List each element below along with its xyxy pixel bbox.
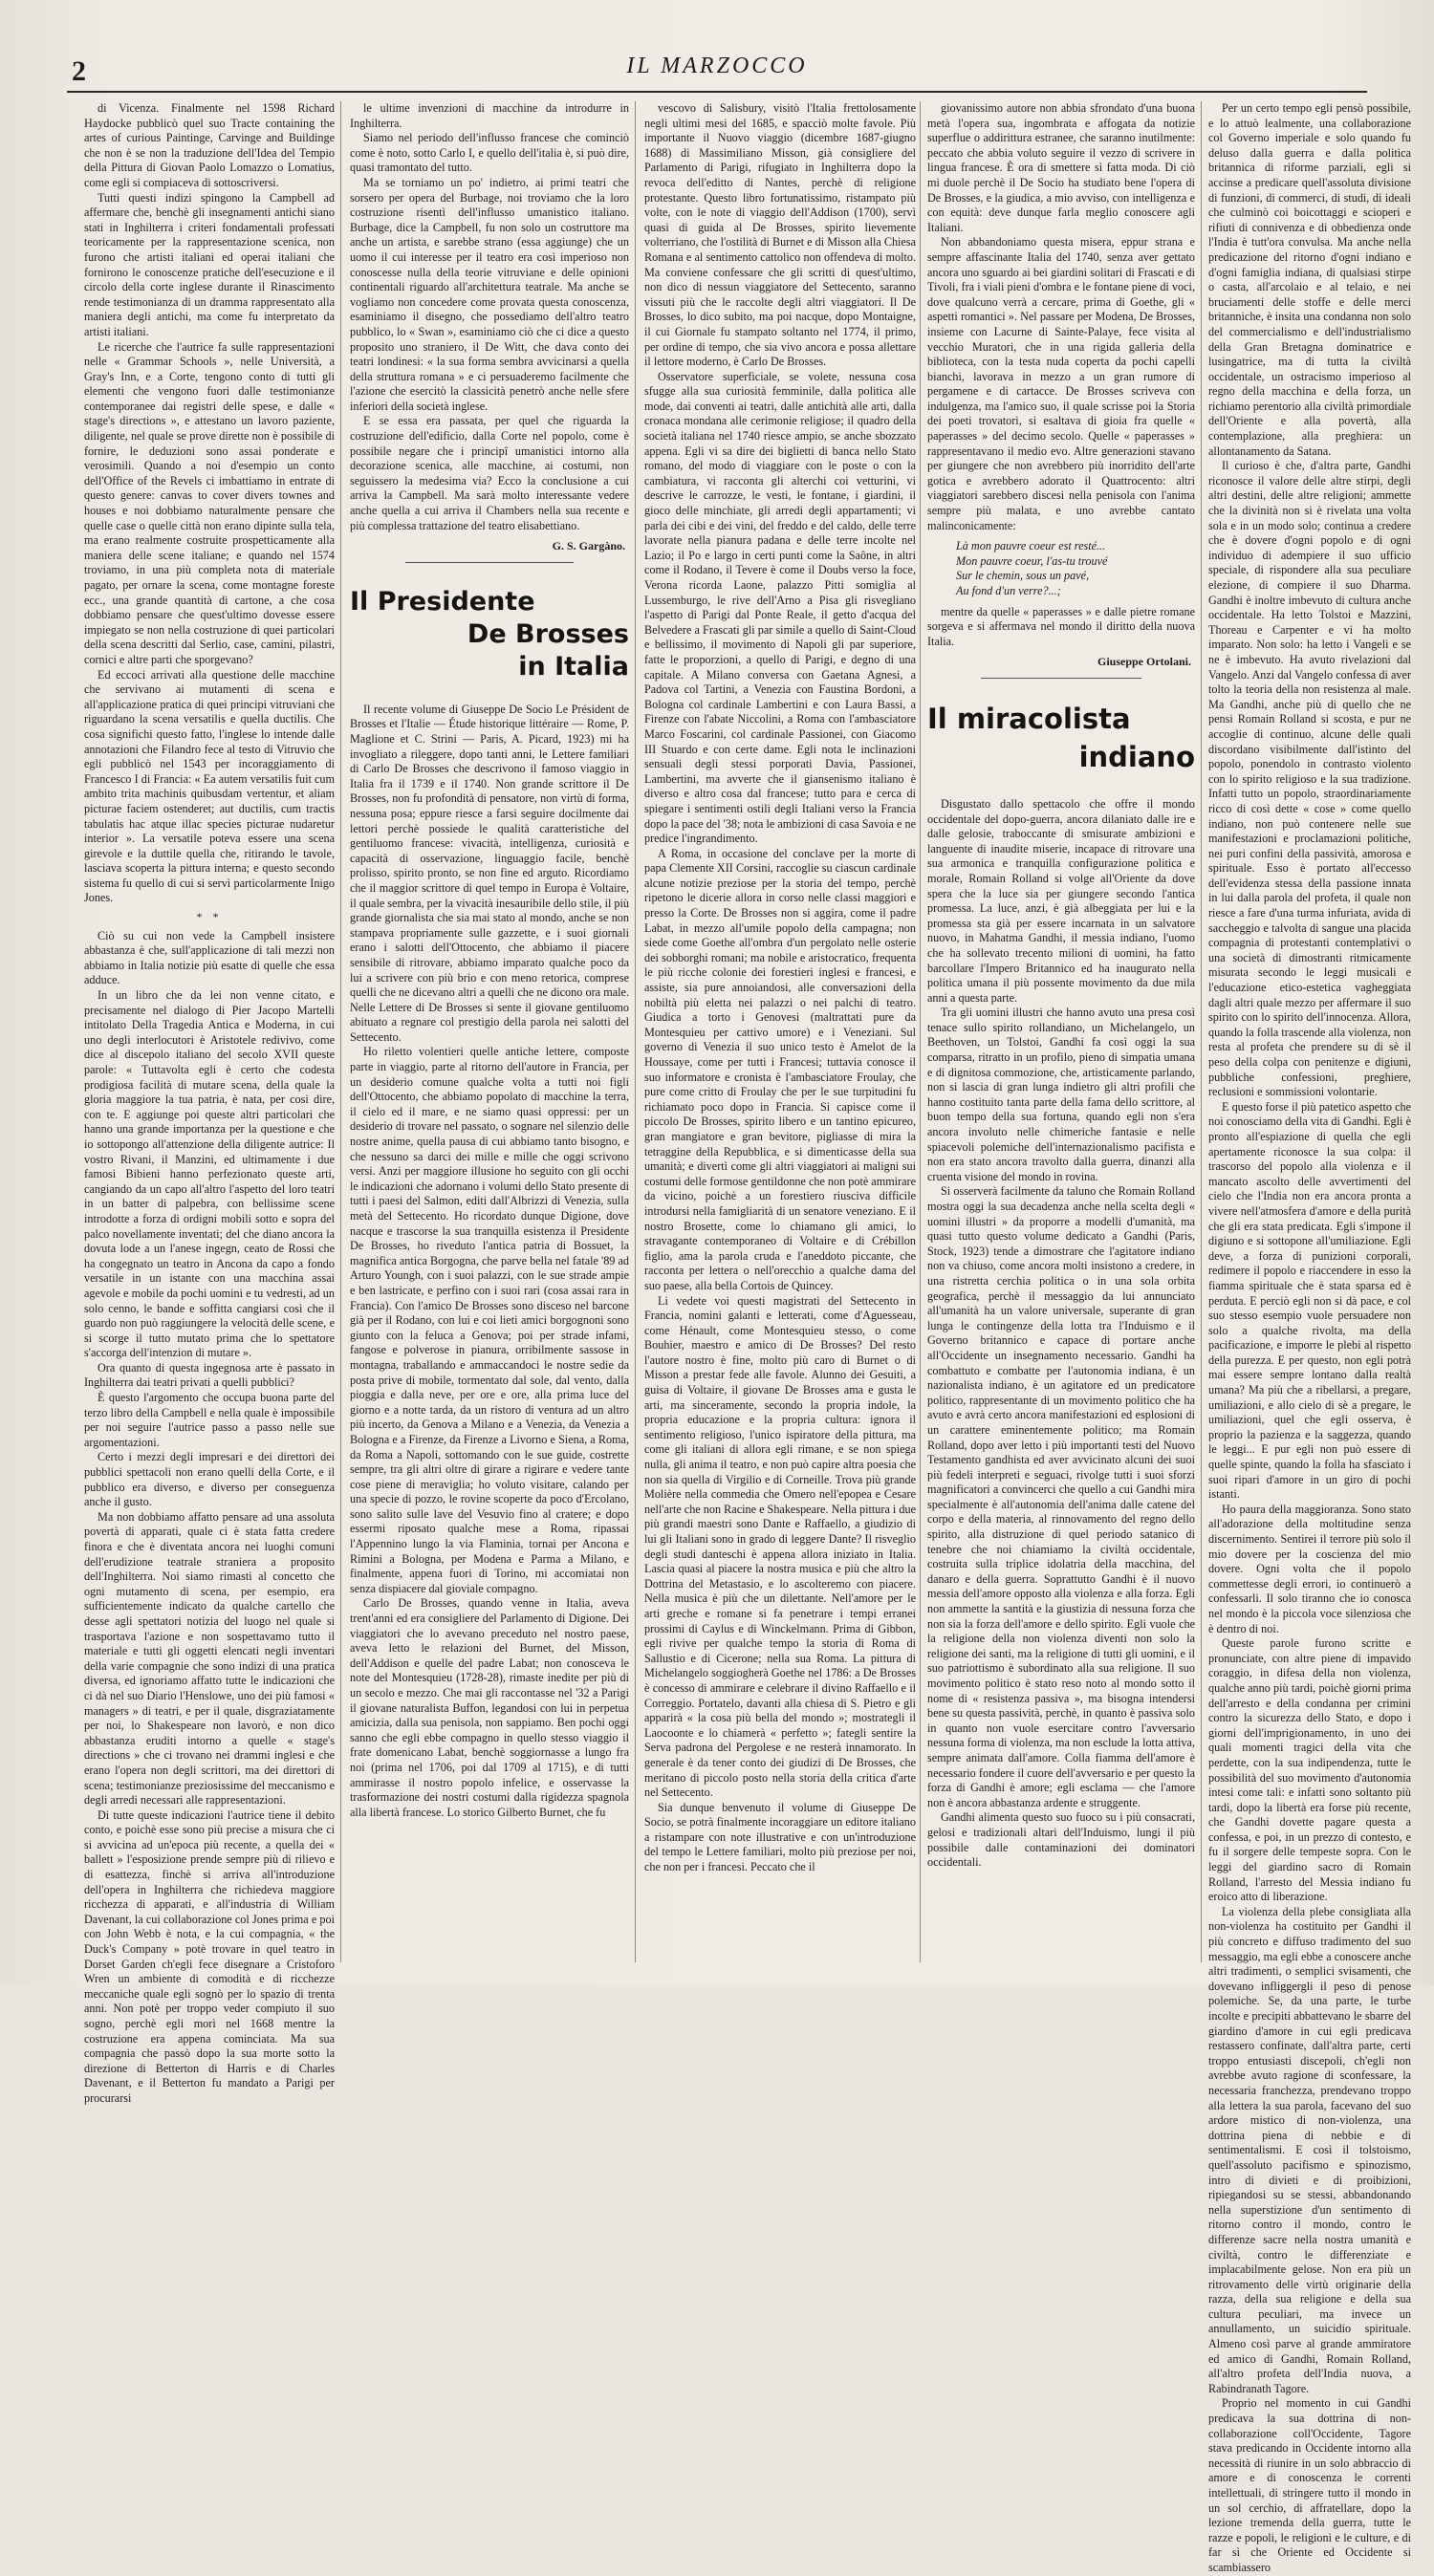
title-line: Il miracolista: [927, 702, 1131, 735]
title-line: De Brosses: [467, 618, 629, 649]
article-title: [927, 700, 1195, 776]
paragraph: giovanissimo autore non abbia sfrondato d'una buona metà l'opera sua, ingombrata e affogata da notizie superflue o addirittura estranee, che saranno inutilmente: peccato che abbia voluto seguire il vezzo di scrivere in lingua francese. È ora di smettere sì fatta moda. Di ciò mi duole perchè il De Socio ha studiato bene l'opera di De Brosses, e la giudica, a mio avviso, con intelligenza e con equità: deve dunque farla meglio conoscere agli Italiani.: [927, 101, 1195, 234]
section-separator: * *: [196, 910, 223, 924]
header-rule: [67, 91, 1367, 93]
paragraph: Osservatore superficiale, se volete, nessuna cosa sfugge alla sua curiosità femminile, dalla politica alle mode, dai conventi ai teatri, dalle antichità alle arti, dalla cronaca mondana alle cerimonie religiose; il quadro della società italiana nel 1740 riesce ampio, se anche sbozzato appena. Egli vi sa dire dei biglietti di banca nello Stato romano, del modo di viaggiare con le poste o con la cambiatura, vi racconta gli alterchi coi vetturini, vi descrive le carrozze, le vesti, le fontane, i giardini, il gioco delle minchiate, gli arredi degli appartamenti; vi parla dei cibi e dei vini, del freddo e del caldo, delle terre lavorate nella pianura padana e delle terre incolte nel Lazio; il Po e largo in certi punti come la Saône, in altri come il Rodano, il Tevere è come il Doubs verso la foce, Verona ricorda Laone, palazzo Pitti somiglia al Lussemburgo, le rive dell'Arno a Pisa gli risvegliano l'aspetto di Parigi dal Ponte Reale, il getto d'acqua del Belvedere a Frascati gli par simile a quello di Saint-Cloud e bellissimo, il movimento di Napoli gli par superiore, fatte le proporzioni, a quello di Parigi, e degno di una capitale. A Milano conversa con Gaetana Agnesi, a Padova col Tartini, a Venezia con Faustina Bordoni, a Bologna col cardinale Lambertini e con Laura Bassi, a Firenze con l'abate Niccolini, a Roma con l'ambasciatore Marco Foscarini, col cardinale Passionei, con Giacomo III Stuardo e con certe dame. Egli nota le inclinazioni sensuali degli stessi porporati Davia, Passionei, Lambertini, ma avverte che il giansenismo italiano è diverso e altro cosa dal francese; tutto para e cerca di spiegare i sentimenti ostili degli Italiani verso la Francia dopo la pace del '38; nota le ambizioni di casa Savoia e ne predice l'ingrandimento.: [644, 369, 916, 846]
paragraph: Ma se torniamo un po' indietro, ai primi teatri che sorsero per opera del Burbage, noi troviamo che la loro costruzione risentì dell'influsso umanistico italiano. Burbage, dice la Campbell, fu non solo un costruttore ma anche un artista, e sarebbe strano (essa aggiunge) che un uomo il cui interesse per il teatro era così imperioso non conoscesse nulla della teorie vitruviane e delle opinioni continentali riguardo all'architettura teatrale. Ma anche se vogliamo non concedere come provata questa conoscenza, esaminiamo il disegno, che possediamo dell'altro teatro pubblico, lo « Swan », esaminiamo ciò che ci dice a questo proposito uno straniero, il De Witt, che dava conto dei teatri londinesi: « la sua forma sembra avvicinarsi a quella della struttura romana » e ci persuaderemo facilmente che l'azione che esercitò la classicità penetrò anche nelle sfere inferiori della società inglese.: [350, 175, 629, 413]
paragraph: mentre da quelle « paperasses » e dalle pietre romane sorgeva e si affermava nel mondo il diritto della nuova Italia.: [927, 604, 1195, 648]
page-number: 2: [72, 55, 86, 87]
paragraph: La violenza della plebe consigliata alla non-violenza ha costituito per Gandhi il più concreto e diffuso tradimento del suo messaggio, ma egli ebbe a conoscere anche altri tradimenti, o semplici svisamenti, che dovevano infliggergli il peso di penose polemiche. Se, da una parte, le turbe incolte e precipiti abbattevano le sbarre del giardino d'amore in cui egli predicava restassero confinate, dall'altra parte, certi troppo entusiasti discepoli, ch'egli non avrebbe avuto ragione di sconfessare, la necessaria franchezza, prendevano troppo alla lettera la sua parola, facevano del suo ardore mistico di non-violenza, una dottrina piena di nebbie e di sentimentalismi. E così il tolstoismo, quell'assoluto pacifismo e spinozismo, intro di divieti e di proibizioni, ripiegandosi su se stessi, abbandonando nella superstizione d'un sentimento di ritorno contro il mondo, contro le differenze sacre nella nostra umanità e civiltà, contro le differenziate e implacabilmente gelose. Non era più un ritrovamento delle virtù originarie della razza, della sua religione e della sua cultura peculiari, ma invece un annullamento, un suicidio spirituale. Almeno così parve al grande ammiratore ed amico di Gandhi, Romain Rolland, all'altro profeta dell'India nuova, a Rabindranath Tagore.: [1208, 1904, 1411, 2395]
paragraph: Si osserverà facilmente da taluno che Romain Rolland mostra oggi la sua decadenza anche nella scelta degli « uomini illustri » da proporre a modelli d'umanità, ma quasi tutto questo volume dedicato a Gandhi (Paris, Stock, 1923) tende a dimostrare che l'agitatore indiano non va chiuso, come ancora molti insistono a credere, in una ristretta cerchia politica o in una sola orbita geografica, perchè il messaggio da lui annunciato all'umanità ha un valore universale, superante di gran lunga le contingenze della lotta tra l'Induismo e il Governo britannico e capace di portare anche all'Occidente un insegnamento necessario. Gandhi ha combattuto e combatte per l'autonomia indiana, è un nazionalista indiano, è un agitatore ed un predicatore politico, rappresentante di un movimento politico che ha avuto e avrà certo ancora manifestazioni ed esplosioni di un carattere eminentemente politico; ma Romain Rolland, dopo aver letto i più importanti testi del Nuovo Testamento gandhista ed aver avvicinato alcuni dei suoi più fedeli interpreti e seguaci, rivolge tutti i suoi sforzi magnificatori a convincerci che quello a cui Gandhi mira specialmente è all'autonomia dell'anima dalle catene del corpo e della materia, al rinnovamento del regno dello spirito, alla distruzione di quel periodo satanico di tenebre che noi chiamiamo la civiltà occidentale, costruita sulla triplice idolatria della macchina, del danaro e della guerra. Soprattutto Gandhi è il nuovo messia dell'amore opposto alla violenza e alla forza. Egli non ammette la santità e la giustizia di nessuna forza che non sia la forza dell'amore e dello spirito. Egli vuole che la religione della non violenza diventi non solo la religione dei santi, ma la religione di tutti gli uomini, e il suo patriottismo è subordinato alla sua religione. Il suo movimento politico è stato reso noto al mondo sotto il nome di « resistenza passiva », ma bisogna intendersi bene su questa passività, perchè, in quanto è passiva solo in quanto non vuole esercitare contro l'avversario nessuna forma di violenza, ma non esclude la lotta attiva, sempre animata dall'amore. Colla fiamma dell'amore è necessario fondere il cuore dell'avversario e per questo la forza di Gandhi è amore; egli esclama — che l'amore non è ancora abbastanza ardente e struggente.: [927, 1184, 1195, 1809]
paragraph: È questo l'argomento che occupa buona parte del terzo libro della Campbell e nella quale è impossibile per noi seguire l'autrice passo a passo nelle sue argomentazioni.: [84, 1391, 335, 1449]
paragraph: Gandhi alimenta questo suo fuoco su i più consacrati, gelosi e tradizionali altari dell'Induismo, lungi il più possibile dalle contaminazioni dei dominatori occidentali.: [927, 1810, 1195, 1870]
paragraph: A Roma, in occasione del conclave per la morte di papa Clemente XII Corsini, raccoglie su ciascun cardinale alcune notizie preziose per la storia del tempo, perchè ripetono le dicerie allora in corso nelle classi maggiori e presso la Corte. De Brosses non si aggira, come il padre Labat, in mezzo all'umile popolo della campagna; non siede come Goethe all'ombra d'un pergolato nelle osterie dei sobborghi romani; ma nobile e aristocratico, frequenta le più ricche colonie dei forestieri inglesi e francesi, e assiste, sia pure annoiandosi, alle conversazioni della nobiltà più eletta nei palazzi o nei palchi di teatro. Giudica a torto i Genovesi (maltrattati pure da Montesquieu per cattivo umore) e i Veneziani. Sul governo di Venezia il suo unico testo è Amelot de la Houssaye, come per tutti i Francesi; tuttavia conosce il suo informatore e cronista è l'ambasciatore Froulay, che pure come critto di Froulay che per le sue turpitudini fu richiamato poco dopo in Francia. Si capisce come il piccolo De Brosses, spirito libero e un tantino epicureo, gran mangiatore e gran bevitore, pigliasse di mira la tetraggine della Repubblica, e si dimenticasse della sua umanità; e divertì come gli altri viaggiatori ai maligni sui costumi delle formose gentildonne che non potè ammirare da vicino, poichè a un forestiero riusciva difficile introdursi nella famigliarità di un senatore veneziano. E il nostro Brosette, come lo chiamano gli amici, lo stravagante contemporaneo di Voltaire e di Crébillon figlio, ama la parola cruda e l'aneddoto piccante, che racconta per lettera o nell'orecchio a qualche dama del suo paese, alla bella Cortois de Quincey.: [644, 846, 916, 1292]
author-signature: Giuseppe Ortolani.: [1097, 655, 1191, 669]
paragraph: Tutti questi indizi spingono la Campbell ad affermare che, benchè gli insegnamenti antichi siano stati in Inghilterra i criteri fondamentali professati teoricamente per la rappresentazione scenica, non furono che artisti italiani ed operai italiani che fornirono le conoscenze pratiche dell'esecuzione e il circolo della corte inglese durante il Rinascimento rende testimonianza di un dramma rappresentato alla maniera degli antichi, ma come fu interpretato da artisti italiani.: [84, 190, 335, 338]
paragraph: Ed eccoci arrivati alla questione delle macchine che servivano ai mutamenti di scena e all'applicazione pratica di quei principi vitruviani che riguardano la scena versatilis e quella ductilis. Che cosa significhi questo fatto, l'inglese lo intende dalle annotazioni che Filandro fece al testo di Vitruvio che egli pubblicò nel 1543 per incoraggiamento di Francesco I di Francia: « Ea autem versatilis fuit cum ambito trita machinis quibusdam vertentur, et aliam picturae faciem ostenderet; aut ductilis, cum tractis tabulatis hac atque illac species picturae nudaretur interior ». La versatile poteva essere una scena girevole e la duttile quella che, ritirando le tavole, lasciava scoperta la pittura interna; e questo secondo sistema fu quello di cui si servì particolarmente Inigo Jones.: [84, 667, 335, 905]
poem-quote: [956, 539, 1195, 598]
paragraph: Ho riletto volentieri quelle antiche lettere, composte parte in viaggio, parte al ritorno dell'autore in Francia, per un desiderio comune qualche volta a tutti noi figli dell'Ottocento, che abbiamo popolato di macchine la terra, il cielo ed il mare, e ne siamo quasi oppressi: per un desiderio di trovare nel passato, o sognare nel silenzio delle nostre anime, quella pausa di cui abbiamo tanto bisogno, e che nessuno sa darci dei mille e mille che oggi scrivono versi. Anzi per maggiore illusione ho seguito con gli occhi le indicazioni che adornano i volumi dello Stato presente di tutti i paesi del Salmon, editi dall'Albrizzi di Venezia, sulla metà del Settecento. Ho ricordato dunque Digione, dove nacque e trascorse la sua tranquilla esistenza il Presidente De Brosses, ho riveduto l'antica patria di Bossuet, la magnifica antica Borgogna, che parve bella nel fatale '89 ad Arturo Youngh, con i suoi palazzi, con le sue strade ampie e ben lastricate, e perfino con i suoi rari (cosa assai rara in Francia). Con l'amico De Brosses sono disceso nel barcone già per il Rodano, con lui e coi lieti amici borgognoni sono giunto con la feluca a Genova; poi per strade infami, fangose e polverose in pianura, orribilmente sassose in montagna, traballando e ammaccandoci le nostre sedie da posta prive di mobile, tormentato dal sole, dal vento, dalla pioggia e dalla neve, per ore e ore, alla prima luce del giorno e a notte tarda, da un ristoro di ventura ad un altro più incerto, da Genova a Milano e a Venezia, da Venezia a Bologna e a Firenze, da Firenze a Livorno e Siena, a Roma, da Roma a Napoli, sottomando con le sue guide, costrette sempre, tra gli altri oltre di girare a rigirare e vedere tante cose piene di meraviglia; ho voluto visitare, calando per una specie di pozzo, le rovine scoperte da poco d'Ercolano, sono salito sulle lave del Vesuvio fino al cratere; e dopo essermi riposato qualche mese a Roma, ripassai l'Appennino lungo la via Flaminia, tornai per Ancona e Rimini a Bologna, per Modena e Parma a Milano, e finalmente, appena fuori di Torino, mi accomiatai non senza dispiacere dal gioviale compagno.: [350, 1045, 629, 1595]
paragraph: Le ricerche che l'autrice fa sulle rappresentazioni nelle « Grammar Schools », nelle Università, a Gray's Inn, e a Corte, tengono conto di tutti gli elementi che vengono fuori dalle testimonianze contemporanee dai registri delle spese, e dalle « stage's directions », e attestano un lavoro paziente, diligente, nel quale se prove dirette non è possibile di fornire, le deduzioni sono assai ponderate e verosimili. Quando a noi d'esempio un conto dell'Office of the Revels ci imbattiamo in entrate di questo genere: canvas to cover divers townes and houses e noi dobbiamo naturalmente pensare che quelle case o quelle città non erano dipinte sulla tela, ma erano realmente costruite prospetticamente alla maniera delle scene italiane; e quando nel 1574 troviamo, in una più completa nota di materiale pagato, per ornare la scena, come montagne foreste ecc., una grande quantità di cartone, a che cosa dobbiamo pensare che quest'ultimo dovesse essere impiegato se non nella costruzione di quei particolari della scena descritti dal Serlio, case, camini, pilastri, cornici e altre parti che sporgevano?: [84, 339, 335, 666]
paragraph: E questo forse il più patetico aspetto che noi conosciamo della vita di Gandhi. Egli è pronto all'espiazione di quella che egli apertamente riconosce la sua colpa: il trascorso del popolo alla violenza e il mancato ascolto delle avvertimenti del cielo che l'India non era ancora pronta a vivere nell'atmosfera d'amore e della purità che gli era stata predicata. Egli s'impone il digiuno e si sottopone all'umiliazione. Egli deve, a forza di punizioni corporali, redimere il popolo e riaccendere in esso la fiamma spirituale che è stata sparsa ed è perduta. E perciò egli non si dà pace, e col suo stesso esempio vuole persuadere non solo a qualche rivolta, ma della pacificazione, e imporre le plebi al rispetto della purezza. E per questo, non egli potrà mai essere sempre lontano dalla realtà umana? Ma più che a ribellarsi, a pregare, umiliazioni, e allo cielo di sè a pregare, le umiliazioni, quel che egli osserva, è proprio la pazienza e la saggezza, quando le leggi... E pur egli non può essere di quelle spinte, quando la folla ha sfasciato i suoi ripari d'amore in un giro di pochi istanti.: [1208, 1099, 1411, 1502]
column-divider: [920, 101, 921, 1962]
paragraph: E se essa era passata, per quel che riguarda la costruzione dell'edificio, dalla Corte nel popolo, come è possibile negare che i principî umanistici intorno alla decorazione scenica, alle macchine, ai costumi, non seguissero la medesima via? Ecco la conclusione a cui arriva la Campbell. Ma sarà molto interessante vedere anche quella a cui arriva il Chambers nella sua recente e più complessa trattazione del teatro elisabettiano.: [350, 414, 629, 532]
paragraph: Certo i mezzi degli impresari e dei direttori dei pubblici spettacoli non erano quelli della Corte, e il pubblico era diverso, e diverso per conseguenza anche il gusto.: [84, 1450, 335, 1509]
paragraph: le ultime invenzioni di macchine da introdurre in Inghilterra.: [350, 101, 629, 130]
author-signature: G. S. Gargàno.: [552, 539, 625, 553]
paragraph: Di tutte queste indicazioni l'autrice tiene il debito conto, e poichè esse sono più precise a misura che ci si avvicina ad un'epoca più recente, a quella dei « ballett » l'esposizione prende sempre più di rilievo e di esattezza, finchè si arriva all'introduzione dell'opera in Inghilterra che richiedeva maggiore ricchezza di apparati, e all'industria di William Davenant, la cui collaborazione col Jones prima e poi con John Webb è nota, e la cui compagnia, « the Duck's Company » potè trovare in quel teatro in Dorset Garden ch'egli fece disegnare a Cristoforo Wren un ambiente di comodità e di ricchezze meccaniche quale egli sognò per lo spazio di trenta anni. Non potè per troppo veder compiuto il suo sogno, perchè egli morì nel 1668 mentre la costruzione era appena cominciata. Ma sua compagnia che passò dopo la sua morte sotto la direzione di Betterton di Harris e di Charles Davenant, e il Betterton fu mandato a Parigi per procurarsi: [84, 1808, 335, 2105]
column-5: [1208, 101, 1411, 2576]
column-divider: [1201, 101, 1202, 1962]
paragraph: Siamo nel periodo dell'influsso francese che cominciò come è noto, sotto Carlo I, e quello dell'italia è, si può dire, quasi tramontato del tutto.: [350, 131, 629, 175]
paragraph: Ora quanto di questa ingegnosa arte è passato in Inghilterra dai teatri privati a quelli pubblici?: [84, 1360, 335, 1390]
paragraph: Sia dunque benvenuto il volume di Giuseppe De Socio, se potrà finalmente incoraggiare un editore italiano a ristampare con note illustrative e con un'introduzione del tempo le Lettere familiari, molto più preziose per noi, che non per i francesi. Peccato che il: [644, 1800, 916, 1874]
title-line: Il Presidente: [350, 586, 535, 617]
paragraph: Disgustato dallo spettacolo che offre il mondo occidentale del dopo-guerra, ancora dilaniato dalle ire e dalle gelosie, traboccante di smisurate ambizioni e languente di inaudite miserie, incapace di ritrovare una sua armonica e tranquilla configurazione politica e morale, Romain Rolland si volge all'Oriente da dove spera che la luce sia per giungere secondo l'antica promessa. La luce, anzi, è già albeggiata per lui e la promessa sta già per essere incarnata in un salvatore nuovo, in Mahatma Gandhi, il messia indiano, l'uomo che ha sollevato trecento milioni di uomini, ha fatto barcollare l'Impero Britannico ed ha inaugurato nella politica umana il più possente movimento da due mila anni a questa parte.: [927, 796, 1195, 1005]
column-3: [644, 101, 916, 1875]
title-line: indiano: [1078, 740, 1195, 773]
paragraph: Tra gli uomini illustri che hanno avuto una presa così tenace sullo spirito rollandiano, un Michelangelo, un Beethoven, un Tolstoi, Gandhi fa così oggi la sua comparsa, ritratto in un profilo, pieno di simpatia umana e di dignitosa commozione, che, artisticamente parlando, non si lascia di gran lunga indietro gli altri profili che hanno costituito tanta parte della fama dello scrittore, al buon tempo della sua fortuna, quando egli non s'era ancora involuto nelle chimeriche fantasie e nelle spiacevoli polemiche dell'internazionalismo pacifista e non era stato ancora travolto dalla guerra, dinanzi alla cruenta visione del mondo in rovina.: [927, 1006, 1195, 1183]
paragraph: di Vicenza. Finalmente nel 1598 Richard Haydocke pubblicò quel suo Tracte containing the artes of curious Paintinge, Carvinge and Buildinge che non è se non la traduzione dell'Idea del Tempio della Pittura di Giovan Paolo Lomazzo o Lomatius, come egli si compiaceva di sottoscriversi.: [84, 101, 335, 189]
article-title: [350, 586, 629, 683]
paragraph: Carlo De Brosses, quando venne in Italia, aveva trent'anni ed era consigliere del Parlamento di Digione. Dei viaggiatori che lo avevano preceduto nel nostro paese, aveva letto le relazioni del Burnet, del Misson, dell'Addison e quelle del padre Labat; non conosceva le note del Montesquieu (1728-28), rimaste inedite per più di un secolo e mezzo. Che mai gli raccontasse nel '32 a Parigi il giovane naturalista Buffon, legandosi con lui in perpetua amicizia, dalla sua penisola, non sappiamo. Ben pochi oggi sanno che egli ebbe compagno in quello stesso viaggio il frate domenicano Labat, benchè soggiornasse a lungo fra noi (prima nel 1706, poi dal 1709 al 1715), e di tutti ammirasse il nostro popolo infelice, e osservasse la trasformazione dei nostri costumi dalla rigidezza spagnola alla libertà francese. Lo storico Gilberto Burnet, che fu: [350, 1596, 629, 1819]
paragraph: Il recente volume di Giuseppe De Socio Le Président de Brosses et l'Italie — Étude historique littéraire — Rome, P. Maglione et C. Strini — Paris, A. Picard, 1923) mi ha invogliato a rileggere, dopo tanti anni, le Lettere familiari di Carlo De Brosses che descrivono il famoso viaggio in Italia fra il 1739 e il 1740. Non grande scrittore il De Brosses, non fu profondità di pensatore, non virtù di forma, nessuna posa; eppure riesce a farsi seguire docilmente dai lettori perchè possiede le qualità caratteristiche del gentiluomo francese: vivacità, intelligenza, curiosità e capacità di osservazione, linguaggio facile, benchè prolisso, spirito pronto, se non fine ed arguto. Ricordiamo che il maggior scrittore di quel tempo in Europa è Voltaire, il quale sembra, per la vivacità inesauribile dello stile, il più grande giornalista che sia mai stato al mondo, anche se non stampava propriamente sulle gazzette, e i suoi giornali erano i salotti dell'Ottocento, che abbiamo il piacere sensibile di ritrovare, abbiamo imparato qualche poco da lui a scrivere con più brio e con meno retorica, comprese quelli che ne dicevano altri a quelli che ne dicono ora male. Nelle Lettere di De Brosses si sente il giovane gentiluomo abituato a regnare col prestigio della parola nei salotti del Settecento.: [350, 702, 629, 1044]
paragraph: Ho paura della maggioranza. Sono stato all'adorazione della moltitudine senza discernimento. Sentirei il terrore più solo il mio dovere per la coscienza del mio dovere. Ogni volta che il popolo commettesse degli errori, io continuerò a confessarli. Il solo tiranno che io conosca nel mondo è la piccola voce silenziosa che è dentro di noi.: [1208, 1502, 1411, 1635]
column-divider: [340, 101, 341, 1962]
column-2: [350, 101, 629, 1820]
poem-line: Là mon pauvre coeur est resté...: [956, 539, 1106, 553]
article-divider: [981, 678, 1141, 679]
title-line: in Italia: [518, 651, 629, 682]
article-divider: [405, 562, 573, 563]
paragraph: Queste parole furono scritte e pronunciate, con altre piene di impavido coraggio, in difesa della non violenza, qualche anno più tardi, poichè giorni prima dell'arresto e della condanna per crimini contro la sicurezza dello Stato, e dopo i giorni dell'imprigionamento, in uno dei quali momenti tragici della vita che perdette, con la sua indipendenza, tutte le possibilità del suo movimento d'autonomia intesi come tali: e infatti sono soltanto più tardi, dopo la libertà era forse più recente, che Gandhi dovette pagare questa a confessa, e poi, in un prezzo di contesto, e fu il sorgere delle tempeste sopra. Con le leggi del giardino sacro di Romain Rolland, l'arresto del Messia indiano fu eroico atto di liberazione.: [1208, 1636, 1411, 1904]
paragraph: Ciò su cui non vede la Campbell insistere abbastanza è che, sull'applicazione di tali mezzi non abbiamo in Italia notizie più esatte di quelle che essa adduce.: [84, 928, 335, 987]
paragraph: Per un certo tempo egli pensò possibile, e lo attuò lealmente, una collaborazione col Governo imperiale e solo quando fu deluso dalla guerra e dalla politica britannica di riforme parziali, egli si accinse a predicare quell'assoluta divisione di funzioni, di commerci, di studi, di ideali che culminò coi boicottaggi e scioperi e rifiuti di connivenza e di obbedienza onde l'India è tutt'ora convulsa. Ma anche nella predicazione del ritorno d'ogni indiano e d'ogni famiglia indiana, di qualsiasi stirpe o casta, all'arcolaio e al telaio, e nei bruciamenti delle stoffe e delle merci britanniche, è insita una condanna non solo del commercialismo e dell'industrialismo della Gran Bretagna dominatrice e lusingatrice, ma di tutta la civiltà occidentale, un ostracismo imperioso al regno della macchina e della forza, un richiamo perentorio alla civiltà primordiale dell'Oriente e alla povertà, alla contemplazione, alla preghiera: un allontanamento da Satana.: [1208, 101, 1411, 458]
paragraph: Il curioso è che, d'altra parte, Gandhi riconosce il valore delle altre stirpi, degli altri destini, delle altre religioni; ammette che la divinità non si è rivelata una volta sola e in un modo solo; continua a credere che è dovere d'ogni popolo e di ogni individuo di adempiere il suo ufficio speciale, di rispondere alla sua peculiare elezione, di compiere il suo Dharma. Gandhi è inoltre imbevuto di cultura anche occidentale. Ha letto Tolstoi e Mazzini, Thoreau e Carpenter e vi ha molto imparato. Non solo: ha letto i Vangeli e se ne è imbevuto. Ha avuto rivelazioni dal Vangelo. Anzi dal Vangelo confessa di aver tolto la teoria della non resistenza al male. Ma Gandhi, anche più di quello che ne pensi Romain Rolland si scosta, e pur ne accoglie di continuo, alcune delle quali discordano visibilmente dall'istinto del popolo, ponendolo in contrasto violento con lo spirito religioso e la sua tradizione. Infatti tutto un popolo, straordinariamente ricco di così dette « cose » come quello indiano, non può contenere nelle sue manifestazioni e proclamazioni politiche, nei puri confini della passività, amorosa e spirituale. Esso è portato all'eccesso dell'evidenza stessa della passione innata in lui dalla parola del profeta, il quale non riesce a fare d'una turma infuriata, avida di saccheggio e talvolta di sangue una placida compagnia di protestanti contemplativi o una società di dimostranti ritmicamente misurata secondo le leggi musicali e l'educazione etico-estetica vagheggiata dagli altri quale mezzo per affermare il suo spirito con lo spirito dell'innocenza. Allora, quando la folla trascende alla violenza, non resta al profeta che prendere su di sè il peso della colpa con penitenze e digiuni, pubbliche confessioni, preghiere, reclusioni e sommissioni volontarie.: [1208, 459, 1411, 1099]
paragraph: In un libro che da lei non venne citato, e precisamente nel dialogo di Pier Jacopo Martelli intitolato Della Tragedia Antica e Moderna, in cui uno degli interlocutori è Aristotele redivivo, come dice al discepolo italiano del secolo XVII queste parole: « Tuttavolta egli è certo che codesta prodigiosa facilità di mutare scena, della quale la gloria maggiore la tua patria, è nata, per cosi dire, con te. E aggiunge poi queste altri particolari che hanno una grande importanza per la questione e che io sottopongo all'attenzione della diligente autrice: Il vostro Rivani, il Manzini, ed ultimamente i due famosi Bibieni hanno perfezionato queste arti, cangiando da un capo all'altro l'aspetto del loro teatri in un batter di palpebra, con bellissime scene introdotte a forza di ordigni mobili sotto e sopra del palco novellamente inventati; del che diano ancora la dovuta lode a un l'anese ingegn, ceato de Rossi che ha congegnato un teatro in Ancona da capo a fondo versatile in un istante con una macchina assai agevole e mobile da pochi uomini e tu vedresti, ad un solo cenno, le bande e soffitta cangiarsi così che il guardo non può raggiungere la velocità delle scene, e si scorge il tutto mutato prima che lo spettatore s'accorga dell'intenzion di mutare ».: [84, 988, 335, 1360]
column-1: [84, 101, 335, 2107]
paragraph: Ma non dobbiamo affatto pensare ad una assoluta povertà di apparati, quale ci è stata fatta credere finora e che è diventata ancora nei luoghi comuni dell'erudizione teatrale straniera a proposito dell'Inghilterra. Noi siamo rimasti al concetto che ogni mutamento di scena, per esempio, era sufficientemente indicato da qualche cartello che desse agli spettatori notizia del luogo nel quale si trasportava l'azione e non sospettavamo tutto il materiale e tutti gli oggetti elencati negli inventari della varie compagnie che sono indizi di una pratica diversa, ed ignoriamo affatto tutte le indicazioni che ci dà nel suo Diario l'Henslowe, uno dei più famosi « managers » di teatri, e per il quale, disgraziatamente per noi, lo Shakespeare non lavorò, e non dico abbastanza eruditi intorno a quelle « stage's directions » che ci trovano nei drammi inglesi e che erano l'opera non degli scrittori, ma dei direttori di scena; testimonianze preziosissime del meccanismo e degli arredi necessari alle rappresentazioni.: [84, 1509, 335, 1808]
journal-title: IL MARZOCCO: [626, 54, 808, 78]
column-divider: [635, 101, 636, 1962]
column-4: [927, 101, 1195, 1871]
poem-line: Mon pauvre coeur, l'as-tu trouvé: [956, 553, 1108, 568]
paragraph: Li vedete voi questi magistrati del Settecento in Francia, nomini galanti e letterati, come d'Aguesseau, come Hénault, come Montesquieu stesso, o come Bouhier, maestro e amico di De Brosses? Del resto l'autore nostro è fine, molto più caro di Burnet o di Misson a prestar fede alle favole. Alunno dei Gesuiti, a guisa di Voltaire, il giovane De Brosses ama e gusta le arti, ma sinceramente, secondo la propria indole, la propria educazione e la propria cultura: ignora il sentimento religioso, l'unico ispiratore della pittura, ma come gli italiani di allora egli rimane, e se non spiega nulla, gli anima il teatro, e non può capire altra poesia che non sia quella di Virgilio e di Corneille. Trova più grande Molière nella commedia che Omero nell'epopea e Cesare nell'arte che non Racine e Shakespeare. Nella pittura i due più grandi maestri sono Dante e Raffaello, a giudizio di lui gli Italiani sono in grado di leggere Dante? Il risveglio degli studi danteschi è appena allora iniziato in Italia. Lascia quasi al piacere la nostra musica e più che altro la Dottrina del Metastasio, e lo ascolteremo con piacere. Nella musica è più che un dilettante. Nell'amore per le arti greche e romane si fa penetrare i tempi erranei prossimi di Caylus e di Winckelmann. Prima di Gibbon, egli rivive per qualche tempo la storia di Roma di Sallustio e di Cicerone; nella sua Roma. La pittura di Michelangelo soggiogherà Goethe nel 1786: a De Brosses è concesso di ammirare e celebrare il divino Raffaello e il Correggio. Portatelo, davanti alla chiesa di S. Pietro e gli apparirà « la cosa più bella del mondo »; mostrategli il Laocoonte e lo chiamerà « perfetto »; fategli sentire la Serva padrona del Pergolese e ne resterà innamorato. In generale è da tener conto dei giudizi di De Brosses, che meritano di piccolo posto nella storia della critica d'arte nel Settecento.: [644, 1293, 916, 1800]
poem-line: Sur le chemin, sous un pavé,: [956, 569, 1090, 583]
paragraph: Proprio nel momento in cui Gandhi predicava la sua dottrina di non-collaborazione coll'Occidente, Tagore stava predicando in Occidente intorno alla necessità di riunire in un solo abbraccio di amore e di conoscenza le correnti intellettuali, di stringere tutto il mondo in un sol cerchio, di affratellare, dopo la lezione tremenda della guerra, tutte le razze e popoli, le religioni e le culture, e di far sì che Oriente ed Occidente si scambiassero: [1208, 2396, 1411, 2574]
poem-line: Au fond d'un verre?...;: [956, 584, 1061, 597]
paragraph: Non abbandoniamo questa misera, eppur strana e sempre affascinante Italia del 1740, senza aver gettato ancora uno sguardo ai bei giardini solitari di Frascati e di Tivoli, fra i viali pieni d'ombra e le fontane piene di voci, dove qualcuno verrà a cercare, prima di Goethe, gli « aspetti romantici ». Nel passare per Modena, De Brosses, insieme con Lacurne di Sainte-Palaye, fece visita al vecchio Muratori, che in una rigida galleria della biblioteca, con la testa nuda coperta da pochi capelli bianchi, lavorava in mezzo a un gran rumore di pergamene e di cartacce. De Brosses scriveva con indulgenza, ma l'amico suo, il quale scrisse poi la Storia dei poeti trovatori, si esaltava di gioia fra quelle « paperasses » del decimo secolo. Quelle « paperasses » rappresentavano il medio evo. Altre generazioni stavano per giungere che non avrebbero più inorridito dell'arte gotica e avrebbero adorato il Quattrocento: altri viaggiatori sarebbero discesi nella penisola con l'anima sempre più malata, e uno avrebbe cantato malinconicamente:: [927, 235, 1195, 532]
paragraph: vescovo di Salisbury, visitò l'Italia frettolosamente negli ultimi mesi del 1685, e spacciò molte favole. Più importante il Nuovo viaggio (dicembre 1687-giugno 1688) di Massimiliano Misson, già consigliere del Parlamento di Parigi, rifugiato in Inghilterra dopo la revoca dell'editto di Nantes, perchè di religione protestante. Questo libro fortunatissimo, ristampato più volte, con le note di viaggio dell'Addison (1700), servì quasi di guida al De Brosses, spirito lievemente volterriano, che l'ostilità di Burnet e di Misson alla Chiesa Romana e al sentimento cattolico non offendeva di molto. Ma conviene confessare che gli scritti di quest'ultimo, non dico di nessun viaggiatore del Settecento, saranno vissuti più che le raccolte degli altri viaggiatori. Il De Brosses, lo dico subito, ma poi nacque, dopo Montaigne, il cui Giornale fu stampato soltanto nel 1774, il primo, per ordine di tempo, che sia vivo ancora e possa allettare il lettore moderno, è Carlo De Brosses.: [644, 101, 916, 369]
